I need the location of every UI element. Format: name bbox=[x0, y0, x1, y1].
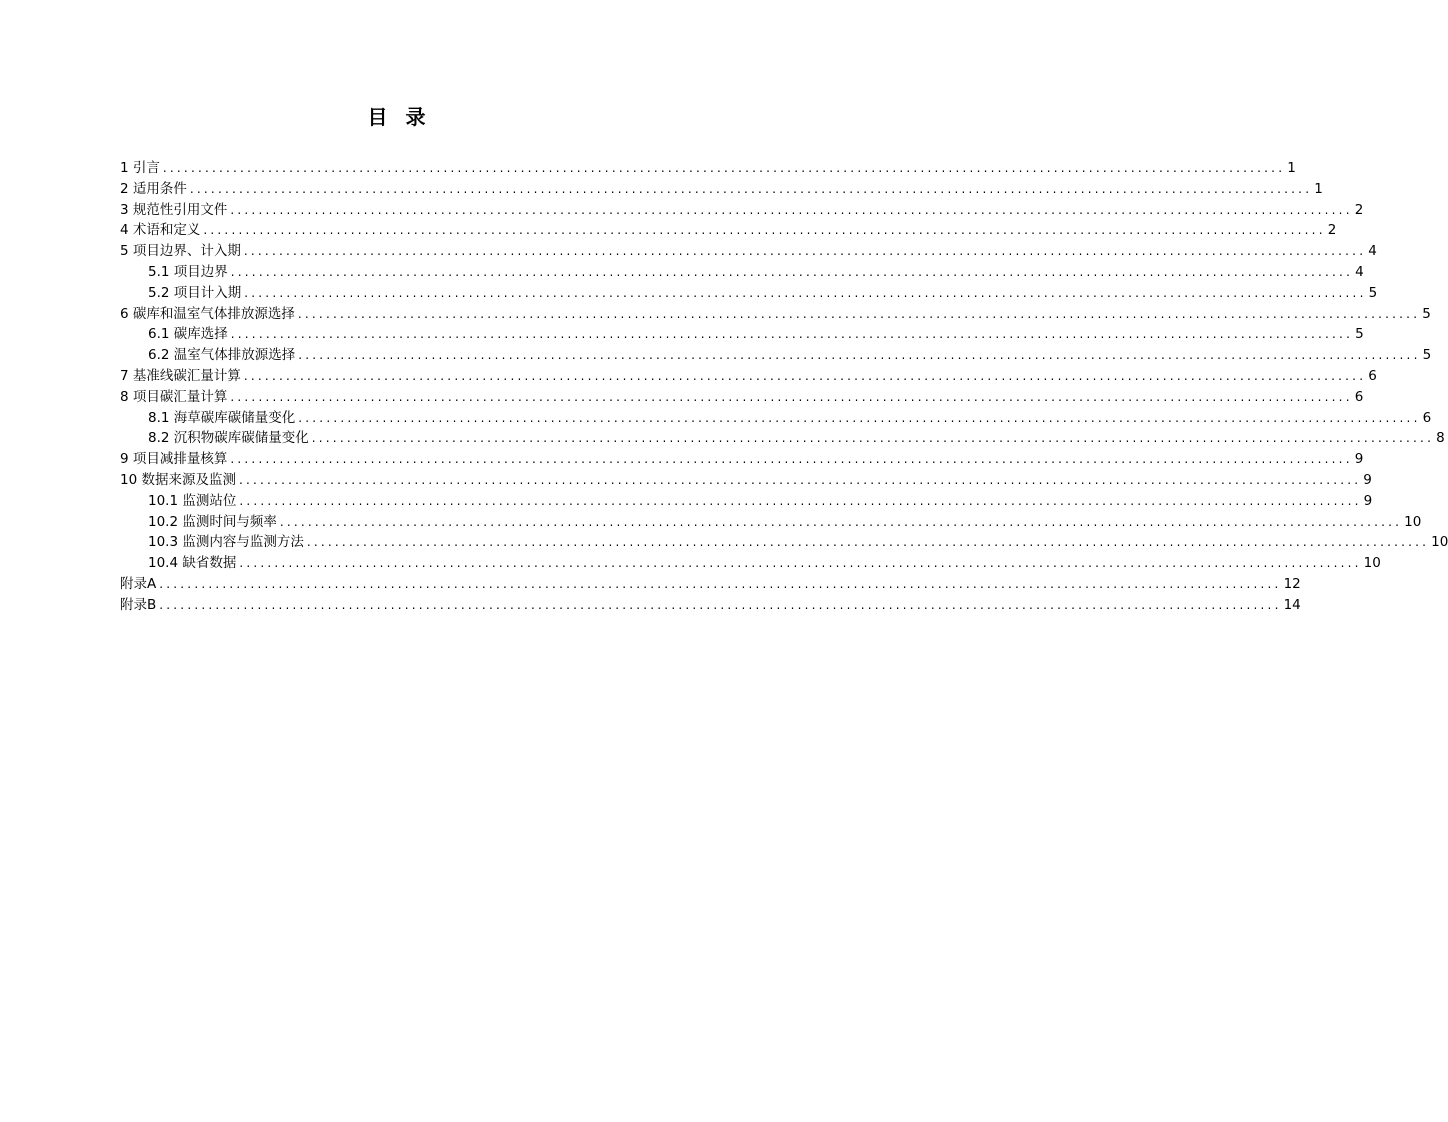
toc-entry-label: 附录A bbox=[120, 575, 157, 592]
toc-entry-label: 6.2 温室气体排放源选择 bbox=[148, 347, 296, 364]
toc-dot-leader: ................................................................................................................................................................ bbox=[189, 181, 1313, 196]
toc-entry-page-number: 8 bbox=[1436, 430, 1445, 447]
toc-entry[interactable] bbox=[120, 283, 1378, 304]
toc-entry-label: 5.2 项目计入期 bbox=[148, 284, 242, 301]
toc-entry-label: 7 基准线碳汇量计算 bbox=[120, 367, 241, 384]
toc-dot-leader: ................................................................................................................................................................ bbox=[162, 161, 1286, 175]
toc-entry-label: 10.1 监测站位 bbox=[148, 492, 237, 509]
toc-entry-page-number: 1 bbox=[1314, 180, 1323, 197]
toc-dot-leader: ................................................................................................................................................................ bbox=[159, 576, 1282, 591]
toc-entry-page-number: 5 bbox=[1422, 347, 1432, 364]
toc-entry-page-number: 9 bbox=[1363, 492, 1373, 509]
toc-entry-label: 3 规范性引用文件 bbox=[120, 201, 228, 218]
toc-dot-leader: ................................................................................................................................................................ bbox=[306, 535, 1430, 550]
toc-entry-page-number: 5 bbox=[1422, 305, 1431, 322]
toc-entry[interactable] bbox=[120, 491, 1373, 512]
toc-dot-leader: ................................................................................................................................................................ bbox=[230, 452, 1353, 467]
toc-entry[interactable] bbox=[120, 262, 1364, 283]
toc-entry[interactable] bbox=[120, 324, 1364, 345]
toc-entry[interactable] bbox=[120, 220, 1337, 241]
toc-entry-page-number: 10 bbox=[1404, 513, 1422, 530]
toc-entry[interactable] bbox=[120, 553, 1381, 574]
toc-entry-page-number: 2 bbox=[1354, 201, 1364, 218]
table-of-contents bbox=[120, 158, 1448, 616]
toc-entry[interactable] bbox=[120, 470, 1372, 491]
toc-entry-page-number: 2 bbox=[1327, 222, 1337, 239]
toc-entry-label: 10.4 缺省数据 bbox=[148, 555, 237, 572]
toc-entry-label: 8.1 海草碳库碳储量变化 bbox=[148, 409, 296, 426]
toc-entry-label: 10.2 监测时间与频率 bbox=[148, 513, 277, 530]
toc-entry-page-number: 12 bbox=[1283, 575, 1301, 592]
toc-dot-leader: ................................................................................................................................................................ bbox=[230, 202, 1353, 217]
toc-dot-leader: ................................................................................................................................................................ bbox=[243, 244, 1367, 259]
toc-entry[interactable] bbox=[120, 595, 1301, 616]
toc-dot-leader: ................................................................................................................................................................ bbox=[239, 556, 1362, 571]
toc-dot-leader: ................................................................................................................................................................ bbox=[239, 493, 1362, 508]
toc-entry-page-number: 9 bbox=[1363, 471, 1372, 488]
toc-entry-page-number: 4 bbox=[1368, 243, 1377, 260]
toc-dot-leader: ................................................................................................................................................................ bbox=[230, 327, 1354, 342]
toc-entry-page-number: 9 bbox=[1354, 451, 1364, 468]
toc-entry-page-number: 10 bbox=[1363, 555, 1381, 572]
toc-entry-label: 8.2 沉积物碳库碳储量变化 bbox=[148, 430, 309, 447]
toc-entry-page-number: 10 bbox=[1431, 534, 1448, 551]
toc-entry-page-number: 4 bbox=[1355, 263, 1364, 280]
toc-entry-page-number: 6 bbox=[1354, 388, 1364, 405]
toc-dot-leader: ................................................................................................................................................................ bbox=[159, 597, 1282, 612]
toc-entry-label: 6.1 碳库选择 bbox=[148, 326, 228, 343]
toc-entry[interactable] bbox=[120, 387, 1364, 408]
toc-entry-page-number: 6 bbox=[1368, 367, 1377, 384]
toc-dot-leader: ................................................................................................................................................................ bbox=[298, 348, 1421, 363]
toc-entry-label: 附录B bbox=[120, 596, 157, 613]
toc-entry-label: 2 适用条件 bbox=[120, 180, 187, 197]
toc-entry-label: 1 引言 bbox=[120, 160, 160, 176]
toc-dot-leader: ................................................................................................................................................................ bbox=[297, 306, 1421, 321]
toc-entry[interactable] bbox=[120, 449, 1364, 470]
toc-dot-leader: ................................................................................................................................................................ bbox=[203, 223, 1326, 238]
toc-dot-leader: ................................................................................................................................................................ bbox=[298, 410, 1421, 425]
toc-entry-page-number: 5 bbox=[1355, 326, 1364, 343]
toc-entry[interactable] bbox=[120, 532, 1448, 553]
toc-entry[interactable] bbox=[120, 179, 1323, 200]
toc-entry[interactable] bbox=[120, 512, 1422, 533]
toc-dot-leader: ................................................................................................................................................................ bbox=[230, 389, 1353, 404]
toc-entry[interactable] bbox=[120, 408, 1432, 429]
toc-dot-leader: ................................................................................................................................................................ bbox=[238, 472, 1362, 487]
toc-entry[interactable] bbox=[120, 345, 1432, 366]
toc-entry-label: 4 术语和定义 bbox=[120, 222, 201, 239]
toc-entry-label: 9 项目减排量核算 bbox=[120, 451, 228, 468]
toc-entry-label: 5.1 项目边界 bbox=[148, 263, 228, 280]
toc-entry[interactable] bbox=[120, 428, 1445, 449]
toc-entry[interactable] bbox=[120, 200, 1364, 221]
toc-entry[interactable] bbox=[120, 366, 1377, 387]
toc-dot-leader: ................................................................................................................................................................ bbox=[243, 368, 1367, 383]
toc-dot-leader: ................................................................................................................................................................ bbox=[311, 431, 1435, 446]
toc-entry-page-number: 5 bbox=[1368, 284, 1378, 301]
toc-entry[interactable] bbox=[120, 241, 1377, 262]
toc-entry-label: 6 碳库和温室气体排放源选择 bbox=[120, 305, 295, 322]
toc-entry-page-number: 6 bbox=[1422, 409, 1432, 426]
toc-entry[interactable] bbox=[120, 574, 1301, 595]
toc-entry-label: 8 项目碳汇量计算 bbox=[120, 388, 228, 405]
toc-dot-leader: ................................................................................................................................................................ bbox=[230, 264, 1354, 279]
toc-entry-label: 10 数据来源及监测 bbox=[120, 471, 236, 488]
toc-entry-label: 10.3 监测内容与监测方法 bbox=[148, 534, 304, 551]
toc-entry[interactable] bbox=[120, 304, 1431, 325]
toc-entry-page-number: 14 bbox=[1283, 596, 1301, 613]
toc-dot-leader: ................................................................................................................................................................ bbox=[244, 285, 1367, 300]
toc-entry-page-number: 1 bbox=[1287, 160, 1296, 176]
toc-entry-label: 5 项目边界、计入期 bbox=[120, 243, 241, 260]
toc-entry[interactable] bbox=[120, 158, 1296, 179]
page-title: 目录 bbox=[367, 105, 444, 129]
toc-dot-leader: ................................................................................................................................................................ bbox=[279, 514, 1403, 529]
